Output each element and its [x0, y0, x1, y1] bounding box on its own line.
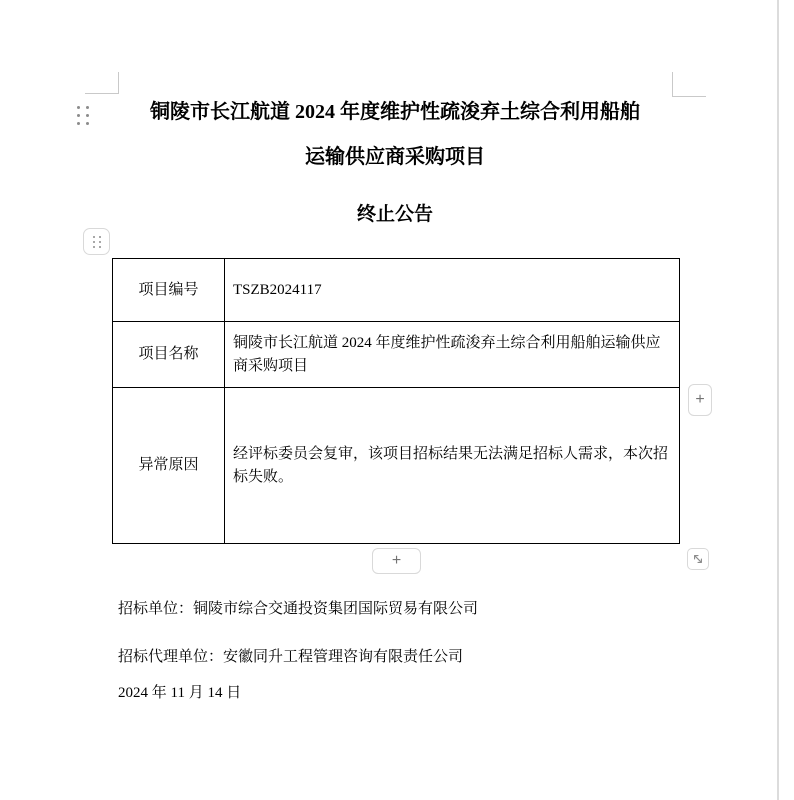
- table-row: [113, 388, 680, 544]
- handle-dot: [86, 122, 89, 125]
- table-resize-button[interactable]: [687, 548, 709, 570]
- page-right-edge: [777, 0, 779, 800]
- drag-dots-icon: [93, 236, 101, 248]
- announcement-table: [112, 258, 680, 544]
- add-column-button[interactable]: +: [688, 384, 712, 416]
- handle-dot: [86, 106, 89, 109]
- table-row: [113, 322, 680, 388]
- table-row: [113, 259, 680, 322]
- page-title-line2: 运输供应商采购项目: [305, 146, 485, 168]
- page-corner-mark-top-left: [85, 72, 119, 94]
- resize-icon: [692, 553, 704, 565]
- project-name-value: 铜陵市长江航道 2024 年度维护性疏浚弃土综合利用船舶运输供应商采购项目: [225, 322, 680, 388]
- date-line: 2024 年 11 月 14 日: [118, 685, 242, 701]
- handle-dot: [77, 106, 80, 109]
- page-title-line1: 铜陵市长江航道 2024 年度维护性疏浚弃土综合利用船舶: [150, 101, 640, 123]
- project-name-label: 项目名称: [113, 322, 225, 388]
- page-subtitle: 终止公告: [356, 204, 433, 225]
- page-title: [118, 90, 672, 180]
- handle-dot: [77, 122, 80, 125]
- paragraph-drag-handle-icon[interactable]: [77, 106, 89, 125]
- add-row-button[interactable]: +: [372, 548, 421, 574]
- abnormal-reason-value: 经评标委员会复审，该项目招标结果无法满足招标人需求，本次招标失败。: [225, 388, 680, 544]
- project-number-label: 项目编号: [113, 259, 225, 322]
- project-number-value: TSZB2024117: [225, 259, 680, 322]
- page-corner-mark-top-right: [672, 72, 706, 97]
- table-drag-handle[interactable]: [83, 228, 110, 255]
- handle-dot: [86, 114, 89, 117]
- abnormal-reason-label: 异常原因: [113, 388, 225, 544]
- tenderer-line: 招标单位：铜陵市综合交通投资集团国际贸易有限公司: [118, 601, 479, 617]
- handle-dot: [77, 114, 80, 117]
- agency-line: 招标代理单位：安徽同升工程管理咨询有限责任公司: [118, 649, 464, 665]
